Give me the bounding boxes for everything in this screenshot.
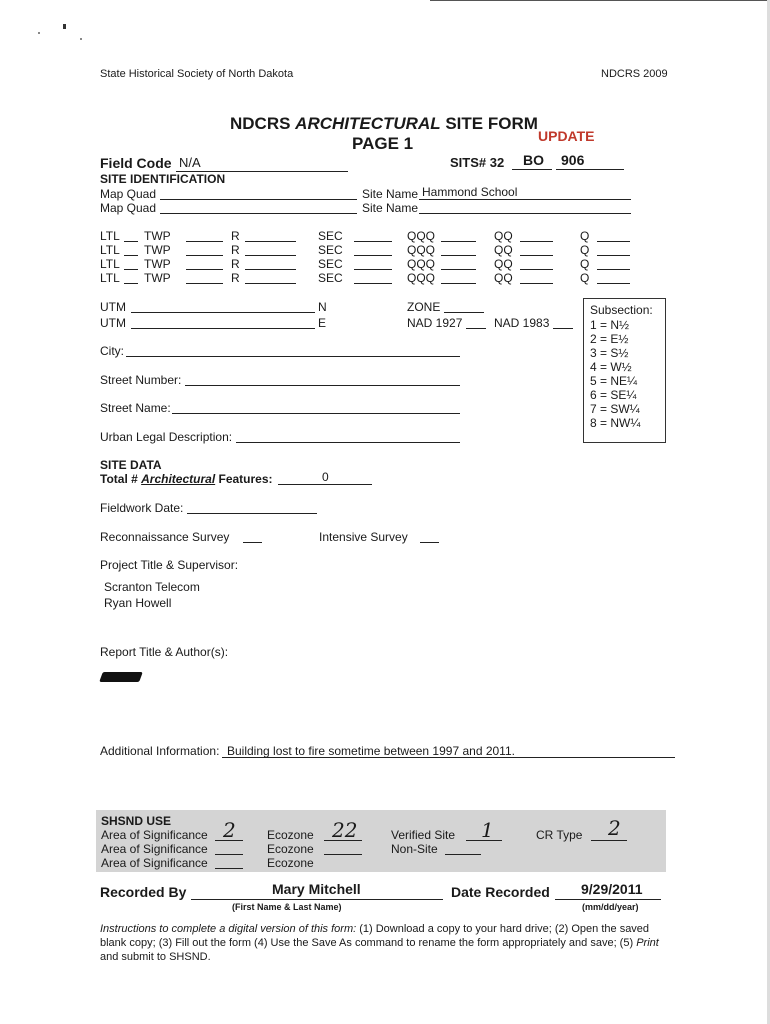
twp-field[interactable] xyxy=(186,241,223,242)
project-label: Project Title & Supervisor: xyxy=(100,558,239,572)
urban-legal-label: Urban Legal Description: xyxy=(100,430,233,444)
q-field[interactable] xyxy=(597,255,630,256)
q-label: Q xyxy=(580,271,590,285)
total-features-label: Total # Architectural Features: xyxy=(100,472,273,486)
date-recorded-value[interactable]: 9/29/2011 xyxy=(581,881,643,897)
street-name-label: Street Name: xyxy=(100,401,171,415)
non-site-field[interactable] xyxy=(445,854,481,855)
sec-label: SEC xyxy=(318,257,343,271)
range-field[interactable] xyxy=(245,269,296,270)
site-name-label-1: Site Name xyxy=(362,187,419,201)
field-code-label: Field Code xyxy=(100,155,172,171)
cr-type-label: CR Type xyxy=(536,828,583,842)
ltl-field[interactable] xyxy=(124,269,138,270)
qq-label: QQ xyxy=(494,271,513,285)
project-title-value[interactable]: Scranton Telecom xyxy=(104,580,200,594)
verified-site-label: Verified Site xyxy=(391,828,456,842)
area-significance-value[interactable]: 2 xyxy=(223,818,236,842)
q-field[interactable] xyxy=(597,283,630,284)
twp-field[interactable] xyxy=(186,269,223,270)
area-significance-label-1: Area of Significance xyxy=(101,828,208,842)
city-field[interactable] xyxy=(126,356,460,357)
range-label: R xyxy=(231,229,240,243)
qqq-label: QQQ xyxy=(407,257,436,271)
shsnd-heading: SHSND USE xyxy=(101,814,172,828)
qq-label: QQ xyxy=(494,257,513,271)
fieldwork-date-field[interactable] xyxy=(187,513,317,514)
total-features-line xyxy=(278,484,372,485)
form-version: NDCRS 2009 xyxy=(601,68,668,80)
date-recorded-label: Date Recorded xyxy=(451,884,550,900)
zone-label: ZONE xyxy=(407,300,441,314)
map-quad-label-1: Map Quad xyxy=(100,187,157,201)
q-label: Q xyxy=(580,257,590,271)
qqq-label: QQQ xyxy=(407,243,436,257)
recorded-by-line xyxy=(191,899,443,900)
subsection-item: 5 = NE¼ xyxy=(590,374,638,388)
area-significance-field-2[interactable] xyxy=(215,854,243,855)
non-site-label: Non-Site xyxy=(391,842,438,856)
street-number-field[interactable] xyxy=(185,385,460,386)
legal-location-grid xyxy=(0,0,770,300)
q-field[interactable] xyxy=(597,241,630,242)
ltl-field[interactable] xyxy=(124,241,138,242)
subsection-item: 6 = SE¼ xyxy=(590,388,637,402)
street-name-field[interactable] xyxy=(172,413,460,414)
area-significance-field-1 xyxy=(215,840,243,841)
ecozone-field-1 xyxy=(324,840,362,841)
intensive-survey-field[interactable] xyxy=(420,542,439,543)
recorded-by-label: Recorded By xyxy=(100,884,187,900)
subsection-item: 2 = E½ xyxy=(590,332,629,346)
sec-field[interactable] xyxy=(354,283,392,284)
date-recorded-line xyxy=(555,899,661,900)
verified-site-value[interactable]: 1 xyxy=(481,818,494,842)
shsnd-use-box xyxy=(96,810,666,872)
additional-info-label: Additional Information: xyxy=(100,744,220,758)
ltl-field[interactable] xyxy=(124,255,138,256)
report-label: Report Title & Author(s): xyxy=(100,645,229,659)
ltl-label: LTL xyxy=(100,229,120,243)
redaction-mark xyxy=(99,672,143,682)
range-field[interactable] xyxy=(245,283,296,284)
cr-type-field xyxy=(591,840,627,841)
project-supervisor-value[interactable]: Ryan Howell xyxy=(104,596,172,610)
sec-label: SEC xyxy=(318,243,343,257)
form-title: NDCRS ARCHITECTURAL SITE FORM xyxy=(230,114,538,133)
ecozone-value[interactable]: 22 xyxy=(332,818,358,842)
intensive-survey-label: Intensive Survey xyxy=(319,530,408,544)
additional-info-value[interactable]: Building lost to fire sometime between 1997 and 2011. xyxy=(227,744,515,758)
site-name-label-2: Site Name xyxy=(362,201,419,215)
subsection-item: 4 = W½ xyxy=(590,360,632,374)
twp-label: TWP xyxy=(144,257,171,271)
qqq-field[interactable] xyxy=(441,269,476,270)
total-features-value[interactable]: 0 xyxy=(322,470,329,484)
city-label: City: xyxy=(100,344,124,358)
recorded-by-name[interactable]: Mary Mitchell xyxy=(272,881,361,897)
map-quad-label-2: Map Quad xyxy=(100,201,157,215)
additional-info-line xyxy=(222,757,675,758)
qq-field[interactable] xyxy=(520,241,553,242)
sec-field[interactable] xyxy=(354,255,392,256)
field-code-value[interactable]: N/A xyxy=(179,155,201,170)
twp-label: TWP xyxy=(144,271,171,285)
instructions-text: Instructions to complete a digital version of this form: (1) Download a copy to your hard drive; (2) Open the saved blank copy; (3) Fill out the form (4) Use the Save As command to rename the form appropriately and save; (5) Print and submit to SHSND. xyxy=(100,923,659,963)
sec-label: SEC xyxy=(318,229,343,243)
qq-label: QQ xyxy=(494,229,513,243)
nad1983-field[interactable] xyxy=(553,328,573,329)
ltl-label: LTL xyxy=(100,243,120,257)
utm-northing-field[interactable] xyxy=(131,312,315,313)
ecozone-label-1: Ecozone xyxy=(267,828,314,842)
range-label: R xyxy=(231,257,240,271)
sits-number[interactable]: 906 xyxy=(561,152,585,168)
fieldwork-date-label: Fieldwork Date: xyxy=(100,501,184,515)
qq-field[interactable] xyxy=(520,255,553,256)
ecozone-field-2[interactable] xyxy=(324,854,362,855)
recon-survey-field[interactable] xyxy=(243,542,262,543)
area-significance-label-3: Area of Significance xyxy=(101,856,208,870)
sits-label: SITS# 32 xyxy=(450,155,505,170)
nad1927-label: NAD 1927 xyxy=(407,316,463,330)
qq-field[interactable] xyxy=(520,283,553,284)
sec-label: SEC xyxy=(318,271,343,285)
site-identification-heading: SITE IDENTIFICATION xyxy=(100,172,226,186)
verified-site-field xyxy=(466,840,502,841)
qqq-field[interactable] xyxy=(441,283,476,284)
sits-county[interactable]: BO xyxy=(523,152,544,168)
subsection-item: 1 = N½ xyxy=(590,318,630,332)
subsection-box xyxy=(583,298,666,443)
update-stamp: UPDATE xyxy=(538,128,595,144)
recorded-by-hint: (First Name & Last Name) xyxy=(232,902,342,912)
range-label: R xyxy=(231,243,240,257)
utm-easting-field[interactable] xyxy=(131,328,315,329)
q-label: Q xyxy=(580,243,590,257)
utm-n-label: N xyxy=(318,300,327,314)
sec-field[interactable] xyxy=(354,269,392,270)
date-recorded-hint: (mm/dd/year) xyxy=(582,902,639,912)
ltl-label: LTL xyxy=(100,257,120,271)
ltl-field[interactable] xyxy=(124,283,138,284)
page-number: PAGE 1 xyxy=(352,134,414,153)
site-data-heading: SITE DATA xyxy=(100,458,162,472)
twp-label: TWP xyxy=(144,229,171,243)
utm-label-2: UTM xyxy=(100,316,126,330)
qqq-label: QQQ xyxy=(407,271,436,285)
subsection-item: 3 = S½ xyxy=(590,346,629,360)
q-label: Q xyxy=(580,229,590,243)
qqq-field[interactable] xyxy=(441,241,476,242)
site-name-value[interactable]: Hammond School xyxy=(422,185,518,199)
org-name: State Historical Society of North Dakota xyxy=(100,68,294,80)
area-significance-label-2: Area of Significance xyxy=(101,842,208,856)
twp-field[interactable] xyxy=(186,255,223,256)
range-label: R xyxy=(231,271,240,285)
ltl-label: LTL xyxy=(100,271,120,285)
zone-field[interactable] xyxy=(444,312,484,313)
urban-legal-field[interactable] xyxy=(236,442,460,443)
twp-field[interactable] xyxy=(186,283,223,284)
ecozone-label-2: Ecozone xyxy=(267,842,314,856)
subsection-item: 8 = NW¼ xyxy=(590,416,641,430)
qq-label: QQ xyxy=(494,243,513,257)
area-significance-field-3[interactable] xyxy=(215,868,243,869)
subsection-item: 7 = SW¼ xyxy=(590,402,640,416)
cr-type-value[interactable]: 2 xyxy=(608,816,621,840)
subsection-title: Subsection: xyxy=(590,303,653,317)
ecozone-label-3: Ecozone xyxy=(267,856,314,870)
range-field[interactable] xyxy=(245,241,296,242)
qqq-field[interactable] xyxy=(441,255,476,256)
sec-field[interactable] xyxy=(354,241,392,242)
utm-e-label: E xyxy=(318,316,327,330)
qq-field[interactable] xyxy=(520,269,553,270)
nad1983-label: NAD 1983 xyxy=(494,316,550,330)
q-field[interactable] xyxy=(597,269,630,270)
qqq-label: QQQ xyxy=(407,229,436,243)
twp-label: TWP xyxy=(144,243,171,257)
recon-survey-label: Reconnaissance Survey xyxy=(100,530,230,544)
range-field[interactable] xyxy=(245,255,296,256)
utm-label-1: UTM xyxy=(100,300,126,314)
street-number-label: Street Number: xyxy=(100,373,182,387)
nad1927-field[interactable] xyxy=(466,328,486,329)
